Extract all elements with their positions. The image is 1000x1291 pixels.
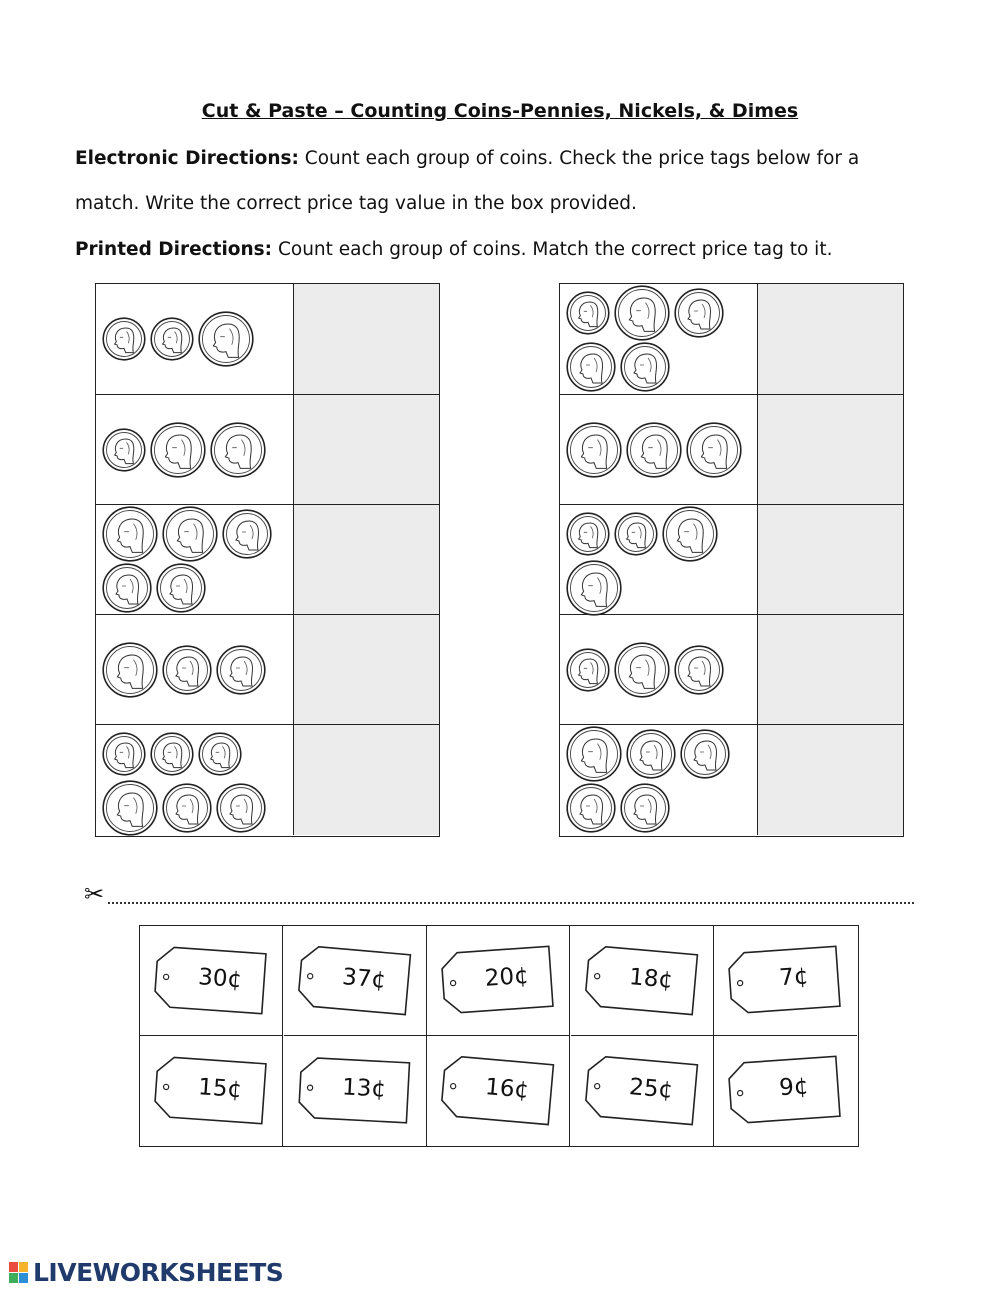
left-coin-row-2 — [96, 394, 439, 505]
left-coin-table — [95, 283, 440, 837]
price-tag[interactable] — [726, 1054, 842, 1126]
answer-input[interactable] — [294, 615, 439, 725]
right-coin-table — [559, 283, 904, 837]
coin-group — [560, 284, 757, 394]
printed-directions-text: Count each group of coins. Match the correct price tag to it. — [277, 239, 833, 260]
answer-input[interactable] — [294, 395, 439, 505]
price-tag-cell[interactable] — [140, 926, 283, 1036]
nickel-icon — [102, 780, 158, 840]
nickel-icon — [566, 726, 622, 786]
price-tag[interactable] — [295, 943, 412, 1017]
penny-icon — [102, 563, 152, 617]
price-tag-label: 20¢ — [484, 962, 530, 992]
right-coin-row-2 — [560, 394, 903, 505]
penny-icon — [566, 342, 616, 396]
price-tag-cell[interactable] — [284, 1036, 427, 1146]
nickel-icon — [102, 642, 158, 702]
answer-box[interactable] — [757, 505, 903, 615]
left-coin-row-4 — [96, 614, 439, 725]
dime-icon — [566, 291, 610, 339]
penny-icon — [162, 783, 212, 837]
penny-icon — [674, 645, 724, 699]
price-tag-cell[interactable] — [714, 926, 857, 1036]
nickel-icon — [198, 311, 254, 371]
dime-icon — [198, 732, 242, 780]
dime-icon — [614, 512, 658, 560]
answer-box[interactable] — [293, 725, 439, 835]
nickel-icon — [614, 285, 670, 345]
price-tag-cell[interactable] — [284, 926, 427, 1036]
answer-input[interactable] — [758, 615, 903, 725]
nickel-icon — [614, 642, 670, 702]
right-coin-row-3 — [560, 504, 903, 615]
right-coin-row-4 — [560, 614, 903, 725]
left-coin-row-1 — [96, 284, 439, 394]
nickel-icon — [686, 422, 742, 482]
coin-group — [96, 284, 293, 394]
answer-box[interactable] — [757, 284, 903, 394]
answer-input[interactable] — [758, 395, 903, 505]
price-tag-label: 7¢ — [778, 963, 810, 992]
dime-icon — [150, 732, 194, 780]
answer-box[interactable] — [293, 395, 439, 505]
dime-icon — [102, 428, 146, 476]
penny-icon — [620, 783, 670, 837]
penny-icon — [156, 563, 206, 617]
answer-input[interactable] — [294, 284, 439, 394]
answer-input[interactable] — [758, 725, 903, 835]
answer-box[interactable] — [293, 615, 439, 725]
nickel-icon — [566, 422, 622, 482]
price-tag-label: 15¢ — [197, 1074, 243, 1104]
price-tag-cell[interactable] — [427, 1036, 570, 1146]
printed-directions-label: Printed Directions: — [75, 239, 273, 260]
electronic-directions-line-2: match. Write the correct price tag value in the box provided. — [75, 193, 637, 214]
coin-group — [96, 725, 293, 835]
price-tag[interactable] — [582, 943, 699, 1017]
penny-icon — [566, 783, 616, 837]
nickel-icon — [626, 422, 682, 482]
left-coin-row-3 — [96, 504, 439, 615]
electronic-directions — [75, 148, 859, 170]
price-tag[interactable] — [296, 1055, 411, 1125]
price-tag[interactable] — [582, 1053, 699, 1127]
dime-icon — [150, 317, 194, 365]
left-coin-row-5 — [96, 724, 439, 835]
liveworksheets-logo-icon — [9, 1262, 29, 1284]
nickel-icon — [162, 506, 218, 566]
coin-group — [560, 615, 757, 725]
penny-icon — [626, 729, 676, 783]
price-tag-label: 37¢ — [340, 964, 387, 994]
penny-icon — [222, 509, 272, 563]
dime-icon — [102, 732, 146, 780]
price-tag-label: 13¢ — [341, 1074, 387, 1103]
price-tag-label: 30¢ — [197, 964, 243, 994]
nickel-icon — [150, 422, 206, 482]
answer-input[interactable] — [758, 505, 903, 615]
answer-box[interactable] — [293, 284, 439, 394]
cut-line — [108, 902, 914, 904]
liveworksheets-logo: LIVEWORKSHEETS — [33, 1258, 284, 1287]
answer-input[interactable] — [294, 505, 439, 615]
price-tag-label: 16¢ — [484, 1074, 531, 1104]
price-tag[interactable] — [439, 944, 555, 1016]
penny-icon — [680, 729, 730, 783]
price-tag-cell[interactable] — [714, 1036, 857, 1146]
nickel-icon — [566, 560, 622, 620]
price-tag-cell[interactable] — [571, 1036, 714, 1146]
price-tag[interactable] — [439, 1053, 556, 1127]
worksheet-title: Cut & Paste – Counting Coins-Pennies, Nickels, & Dimes — [201, 100, 799, 122]
price-tag[interactable] — [726, 944, 842, 1016]
dime-icon — [566, 512, 610, 560]
price-tag-cell[interactable] — [571, 926, 714, 1036]
price-tag-cell[interactable] — [427, 926, 570, 1036]
price-tag-cell[interactable] — [140, 1036, 283, 1146]
coin-group — [96, 615, 293, 725]
dime-icon — [102, 317, 146, 365]
penny-icon — [216, 783, 266, 837]
answer-box[interactable] — [757, 615, 903, 725]
answer-box[interactable] — [757, 725, 903, 835]
coin-group — [560, 395, 757, 505]
price-tag-label: 25¢ — [627, 1074, 674, 1104]
penny-icon — [162, 645, 212, 699]
printed-directions — [75, 239, 832, 261]
dime-icon — [566, 648, 610, 696]
penny-icon — [674, 288, 724, 342]
nickel-icon — [102, 506, 158, 566]
electronic-directions-label: Electronic Directions: — [75, 148, 299, 169]
price-tag[interactable] — [152, 944, 268, 1016]
coin-group — [560, 505, 757, 615]
coin-group — [560, 725, 757, 835]
penny-icon — [620, 342, 670, 396]
answer-input[interactable] — [294, 725, 439, 835]
right-coin-row-5 — [560, 724, 903, 835]
nickel-icon — [662, 506, 718, 566]
electronic-directions-text-1: Count each group of coins. Check the price tags below for a — [304, 148, 860, 169]
price-tag-label: 9¢ — [778, 1073, 810, 1102]
price-tag-table — [139, 925, 859, 1147]
price-tag[interactable] — [152, 1054, 268, 1126]
answer-box[interactable] — [293, 505, 439, 615]
answer-input[interactable] — [758, 284, 903, 394]
scissors-icon: ✂ — [84, 880, 105, 908]
answer-box[interactable] — [757, 395, 903, 505]
coin-group — [96, 505, 293, 615]
coin-group — [96, 395, 293, 505]
price-tag-label: 18¢ — [627, 964, 674, 994]
nickel-icon — [210, 422, 266, 482]
penny-icon — [216, 645, 266, 699]
right-coin-row-1 — [560, 284, 903, 394]
